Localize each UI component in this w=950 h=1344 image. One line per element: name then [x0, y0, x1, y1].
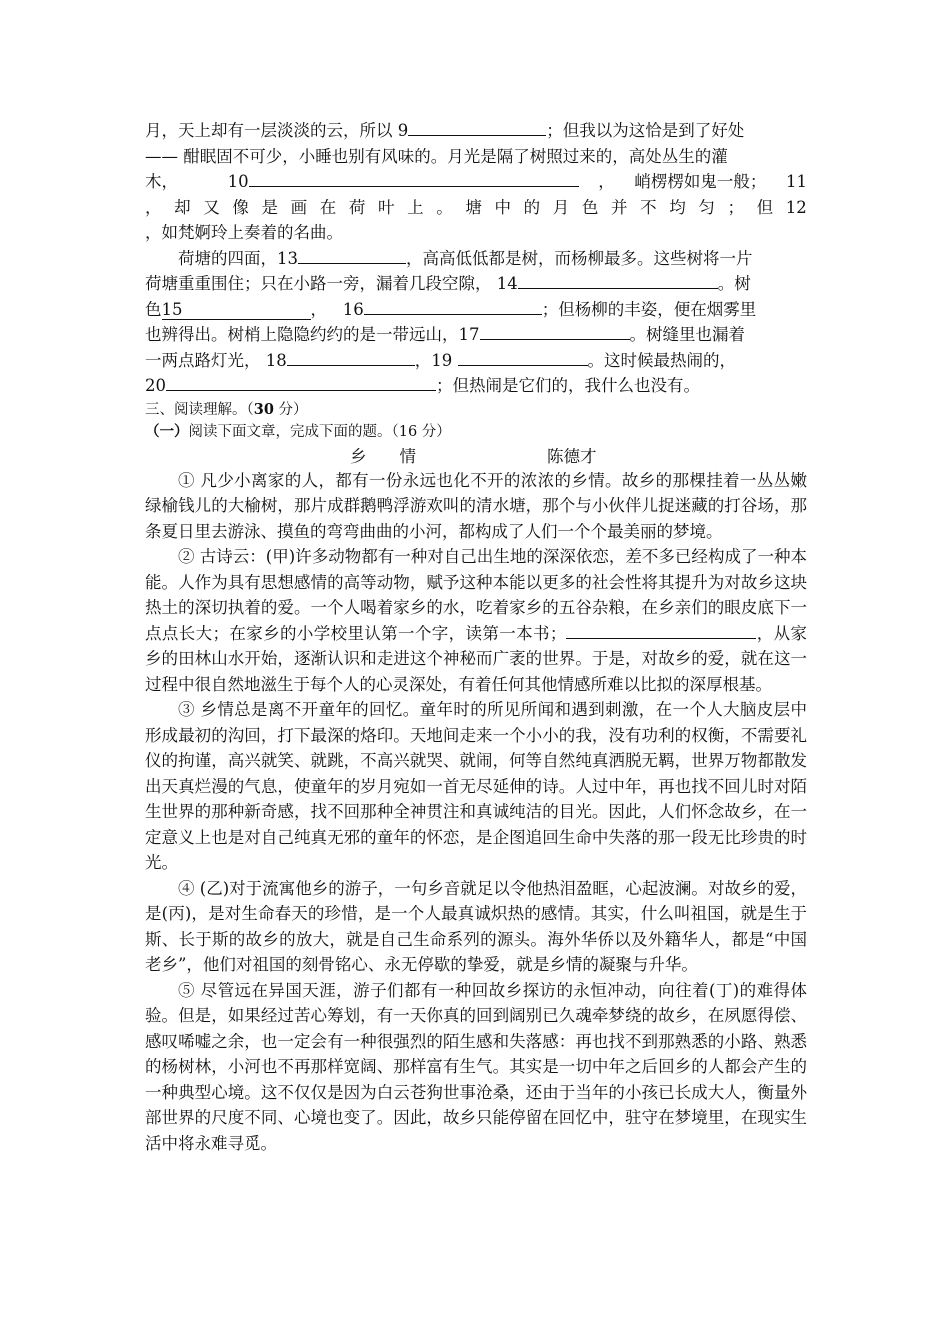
text: 分） — [273, 401, 308, 418]
article-author: 陈德才 — [547, 446, 597, 466]
blank-line-2: —— 酣眠固不可少，小睡也别有风味的。月光是隔了树照过来的，高处丛生的灌 — [145, 146, 728, 166]
text: 塘 — [465, 197, 482, 217]
text: 却 — [174, 197, 191, 217]
text: 上 — [407, 197, 424, 217]
blank-number: 11 — [786, 172, 807, 191]
blank-line-11 — [145, 373, 807, 399]
text: 匀 — [698, 197, 715, 217]
answer-blank-13[interactable] — [298, 247, 406, 264]
text: 的 — [523, 197, 541, 217]
answer-blank-14[interactable] — [518, 272, 718, 289]
text: 中 — [494, 197, 511, 217]
text: ； — [727, 197, 744, 217]
blank-line-8 — [145, 297, 807, 323]
blank-line-1 — [145, 118, 807, 144]
blank-line-5: ，如梵婀玲上奏着的名曲。 — [145, 223, 343, 242]
answer-blank-17[interactable] — [480, 323, 630, 340]
text: ，高高低低都是树，而杨柳最多。这些树将一片 — [406, 248, 753, 268]
answer-blank-20[interactable] — [166, 374, 436, 391]
answer-blank-9[interactable] — [408, 119, 546, 136]
text: 色 — [581, 197, 599, 217]
text: 峭楞楞如鬼一般； — [634, 172, 767, 191]
blank-15-group — [162, 300, 311, 320]
blank-10-group — [228, 169, 579, 195]
blank-number: 14 — [496, 274, 518, 293]
answer-blank-10[interactable] — [249, 170, 579, 187]
blank-number: 15 — [161, 299, 183, 319]
text: 又 — [203, 197, 220, 217]
text: 月，天上却有一层淡淡的云，所以 9 — [145, 121, 409, 140]
text: ② 古诗云：(甲)许多动物都有一种对自己出生地的深深依恋，差不多已经构成了一种本能。人作为具有思想感情的高等动物，赋予这种本能以更多的社会性将其提升为对故乡这块热土的深切执着的爱。一个人喝着家乡的水，吃着家乡的五谷杂粮，在乡亲们的眼皮底下一点点长大；在家乡的小学校里认第一个字，读第一本书； — [145, 547, 807, 643]
text: 不 — [640, 197, 657, 217]
article-title-line — [145, 443, 807, 468]
blank-number: 18 — [265, 350, 287, 370]
text: 并 — [611, 197, 628, 217]
text: 阅读下面文章，完成下面的题。（16 分） — [188, 423, 451, 440]
text: 。树缝里也漏着 — [629, 325, 745, 344]
article-paragraph-1: ① 凡少小离家的人，都有一份永远也化不开的浓浓的乡情。故乡的那棵挂着一丛丛嫩绿榆钱儿的大榆树，那片成群鹅鸭浮游欢叫的清水塘，那个与小伙伴儿捉迷藏的打谷场，那条夏日里去游泳、摸鱼的弯弯曲曲的小河，都构成了人们一个个最美丽的梦境。 — [145, 470, 807, 541]
text: ，19 — [414, 350, 453, 370]
text: 在 — [319, 197, 337, 217]
text: 色 — [145, 299, 162, 319]
blank-line-6 — [145, 246, 807, 272]
article-paragraph-2 — [145, 544, 807, 697]
score: 30 — [253, 400, 274, 418]
text: ；但杨柳的丰姿，便在烟雾里 — [541, 299, 757, 319]
blank-line-10 — [145, 348, 807, 374]
blank-number: 10 — [227, 172, 249, 191]
article-paragraph-3: ③ 乡情总是离不开童年的回忆。童年时的所见所闻和遇到刺激，在一个人大脑皮层中形成最初的沟回，打下最深的烙印。天地间走来一个小小的我，没有功利的权衡，不需要礼仪的拘谨，高兴就笑、就跳，不高兴就哭、就闹，何等自然纯真洒脱无羁，世界万物都散发出天真烂漫的气息，使童年的岁月宛如一首无尽延伸的诗。人过中年，再也找不回儿时对陌生世界的那种新奇感，找不回那种全神贯注和真诚纯洁的目光。因此，人们怀念故乡，在一定意义上也是对自己纯真无邪的童年的怀恋，是企图追回生命中失落的那一段无比珍贵的时光。 — [145, 700, 807, 872]
blank-line-3 — [145, 169, 807, 195]
blank-line-7 — [145, 271, 807, 297]
text: 叶 — [378, 197, 395, 217]
text: ；但热闹是它们的，我什么也没有。 — [436, 376, 700, 395]
text: ， — [598, 172, 615, 191]
answer-blank-18[interactable] — [287, 349, 415, 366]
text: 是 — [261, 197, 278, 217]
answer-blank-19[interactable] — [458, 349, 588, 366]
answer-blank-15[interactable] — [183, 299, 311, 315]
blank-number: 20 — [145, 376, 166, 395]
article-paragraph-4: ④ (乙)对于流寓他乡的游子，一句乡音就足以令他热泪盈眶，心起波澜。对故乡的爱，是(丙)，是对生命春天的珍惜，是一个人最真诚炽热的感情。其实，什么叫祖国，就是生于斯、长于斯的故乡的放大，就是自己生命系列的源头。海外华侨以及外籍华人，都是“中国老乡”，他们对祖国的刻骨铭心、永无停歇的挚爱，就是乡情的凝聚与升华。 — [145, 878, 807, 974]
section-3-heading — [145, 399, 807, 421]
article-paragraph-5: ⑤ 尽管远在异国天涯，游子们都有一种回故乡探访的永恒冲动，向往着(丁)的难得体验。但是，如果经过苦心筹划，有一天你真的回到阔别已久魂牵梦绕的故乡，在夙愿得偿、感叹唏嘘之余，也一定会有一种很强烈的陌生感和失落感：再也找不到那熟悉的小路、熟悉的杨树林，小河也不再那样宽阔、那样富有生气。其实是一切中年之后回乡的人都会产生的一种典型心境。这不仅仅是因为白云苍狗世事沧桑，还由于当年的小孩已长成大人，衡量外部世界的尺度不同、心境也变了。因此，故乡只能停留在回忆中，驻守在梦境里，在现实生活中将永难寻觅。 — [145, 980, 807, 1153]
text: 画 — [290, 197, 308, 217]
text: 均 — [669, 197, 686, 217]
text: 。树 — [717, 274, 751, 293]
text: 荷塘的四面，13 — [178, 248, 298, 268]
part-label: （一） — [145, 422, 189, 440]
text: 荷 — [348, 197, 366, 217]
text: 一两点路灯光， — [145, 350, 261, 370]
text: ， — [310, 299, 327, 319]
text: ， — [145, 197, 162, 217]
answer-blank-para2[interactable] — [566, 622, 756, 639]
answer-blank-16[interactable] — [364, 298, 542, 315]
text: 像 — [232, 197, 249, 217]
part-1-heading — [145, 421, 807, 443]
text: 木， — [145, 172, 178, 191]
text: 三、阅读理解。（ — [145, 401, 254, 418]
text: ，从家乡的田林山水开始，逐渐认识和走进这个神秘而广袤的世界。于是，对故乡的爱，就在这一过程中很自然地滋生于每个人的心灵深处，有着任何其他情感所难以比拟的深厚根基。 — [145, 623, 808, 694]
text: 。这时候最热闹的， — [587, 350, 736, 370]
text: ；但我以为这恰是到了好处 — [546, 121, 745, 140]
text: 月 — [552, 197, 570, 217]
blank-number: 12 — [785, 197, 807, 217]
text: 。 — [436, 197, 453, 217]
blank-number: 16 — [342, 299, 364, 319]
text: 但 — [756, 197, 774, 217]
blank-line-4 — [145, 195, 807, 221]
text: 也辨得出。树梢上隐隐约约的是一带远山，17 — [145, 325, 480, 344]
text: 荷塘重重围住；只在小路一旁，漏着几段空隙， — [145, 274, 492, 293]
blank-line-9 — [145, 322, 807, 348]
article-title: 乡 情 — [350, 446, 416, 466]
document-page — [145, 118, 807, 1156]
